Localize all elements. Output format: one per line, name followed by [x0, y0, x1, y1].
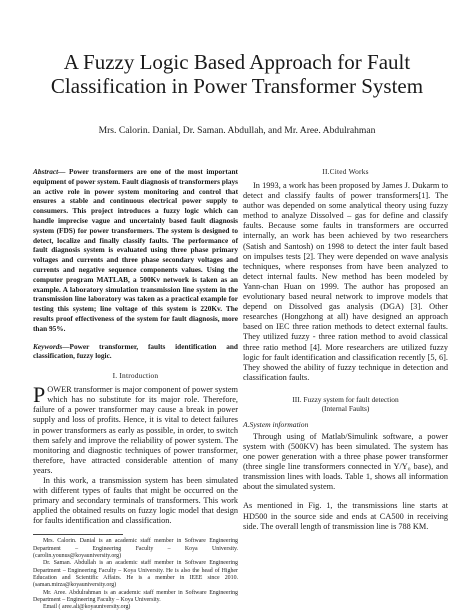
footnote-email: Email ( aree.ali@koyauniversity.org) — [43, 604, 131, 611]
system-info-paragraph-2: As mentioned in Fig. 1, the transmissions line starts at HD500 in the source side and ends at CA500 in receiving side. The overall length of transmission line is 788 KM. — [243, 501, 448, 531]
keywords — [33, 342, 238, 362]
abstract — [33, 167, 238, 334]
right-column — [243, 167, 448, 532]
section-heading-cited-works: II.Cited Works — [322, 167, 369, 176]
abstract-lead: Abstract— — [33, 167, 66, 176]
system-info-paragraph-1: Through using of Matlab/Simulink software, a power system with (500KV) has been simulated. The system has one power generation with a three phase power transformer (three single line transformers connected in Y/Y₀ base), and transmission lines with loads. Table 1, shows all information about the simulated system. — [243, 431, 448, 492]
drop-cap: P — [33, 382, 46, 408]
footnote-author-1: Mrs. Calorin. Danial is an academic staff member in Software Engineering Department – Engineering Faculty – Koya University. (carolin.younus@koyauniversity.org) — [33, 538, 238, 560]
section-heading-fuzzy-system — [243, 395, 448, 413]
intro-paragraph-2: In this work, a transmission system has been simulated with different types of faults that might be occurred on the primary and secondary terminals of transformers. This work applied the obtained results on fuzzy logic model that design for faults identification and classification. — [33, 475, 238, 526]
footnotes — [33, 538, 238, 611]
cited-works-paragraph: In 1993, a work has been proposed by James J. Dukarm to detect and classify faults of power transformers[1]. The author was depended on some analytical theory using fuzzy method to analyze Dissolved – gas for define and classify faults. Because some faults in transformers are occurred internally, an work has been achieved by two researchers (Satish and Santosh) on 1998 to detect the inter fault based on impulses tests [2]. They were depended on wave analysis techniques, where responses from have been analyzed to detect internal faults. New method has been modeled by Yann-chan Huan on 1999. The author has proposed an evolutionary based neural network to improve models that depend on Dissolved gas analysis (DGA) [3]. Other researches (Hongzhong at all) have designed an approach based on IEC three ration methods to detect external faults. They utilized fuzzy - three ration method to avoid classical three ratio method [4]. More researchers are utilized fuzzy logic for fault identification and classification recently [5, 6]. They showed the ability of fuzzy technique in detection and classification faults. — [243, 181, 448, 382]
fuzzy-heading-line-2: (Internal Faults) — [321, 403, 370, 413]
intro-paragraph-1 — [33, 382, 238, 476]
section-heading-introduction: I. Introduction — [112, 371, 159, 381]
paper-title — [20, 50, 454, 98]
author-list: Mrs. Calorin. Danial, Dr. Saman. Abdullah, and Mr. Aree. Abdulrahman — [98, 125, 376, 136]
footnote-rule — [33, 534, 123, 535]
title-line-2: Classification in Power Transformer System — [50, 74, 424, 98]
paragraph-gap — [243, 492, 448, 501]
footnote-author-2: Dr. Saman. Abdullah is an academic staff member in Software Engineering Department – Engineering Faculty – Koya University. He is also the head of Higher Education and Scientific Affairs. He is a member in IEEE since 2010. (saman.mirza@koyauniversity.org) — [33, 560, 238, 589]
keywords-lead: Keywords — [33, 341, 63, 351]
footnote-author-3: Mr. Aree. Abdulrahman is an academic staff member in Software Engineering Department – Engineering Faculty – Koya University. — [33, 589, 238, 603]
title-line-1: A Fuzzy Logic Based Approach for Fault — [63, 50, 411, 74]
fuzzy-heading-line-1: III. Fuzzy system for fault detection — [292, 394, 399, 404]
subsection-heading-system-information: A.System information — [243, 419, 309, 429]
keywords-text: —Power transformer, faults identification and classification, fuzzy logic. — [33, 341, 238, 361]
abstract-text: Power transformers are one of the most important equipment of power system. Fault diagnosis of transformers plays an active role in power system monitoring and control that ensures a stable and continuous electrical power supply to consumers. This project introduces a fuzzy logic which can handle imprecise vague and uncertainly based fault diagnosis system (FDS) for power transformers. The system is designed to detect, localize and finally classify faults. The performance of fault diagnosis system is evaluated using three phase primary voltages and currents and three phase secondary voltages and currents and negative sequence components values. Using the computer program MATLAB, a 500Kv network is taken as an example. A laboratory simulation transmission line system in the transmission line laboratory was taken as a practical example for testing this system; line voltage of this system is 220Kv. The results proof effectiveness of the system for fault diagnosis, more than 95%. — [33, 167, 238, 333]
intro-paragraph-1-text: OWER transformer is major component of power system which has no substitute for its major role. Therefore, failure of a power transformer may cause a break in power supply and loss of profits. Hence, it is vital to detect failures in power transformers as early as possible, in order, to switch them safely and improve the reliability of power system. The monitoring and diagnostic techniques of power transformer, therefore, have attracted considerable attention of many years. — [33, 385, 238, 475]
left-column — [33, 167, 238, 611]
